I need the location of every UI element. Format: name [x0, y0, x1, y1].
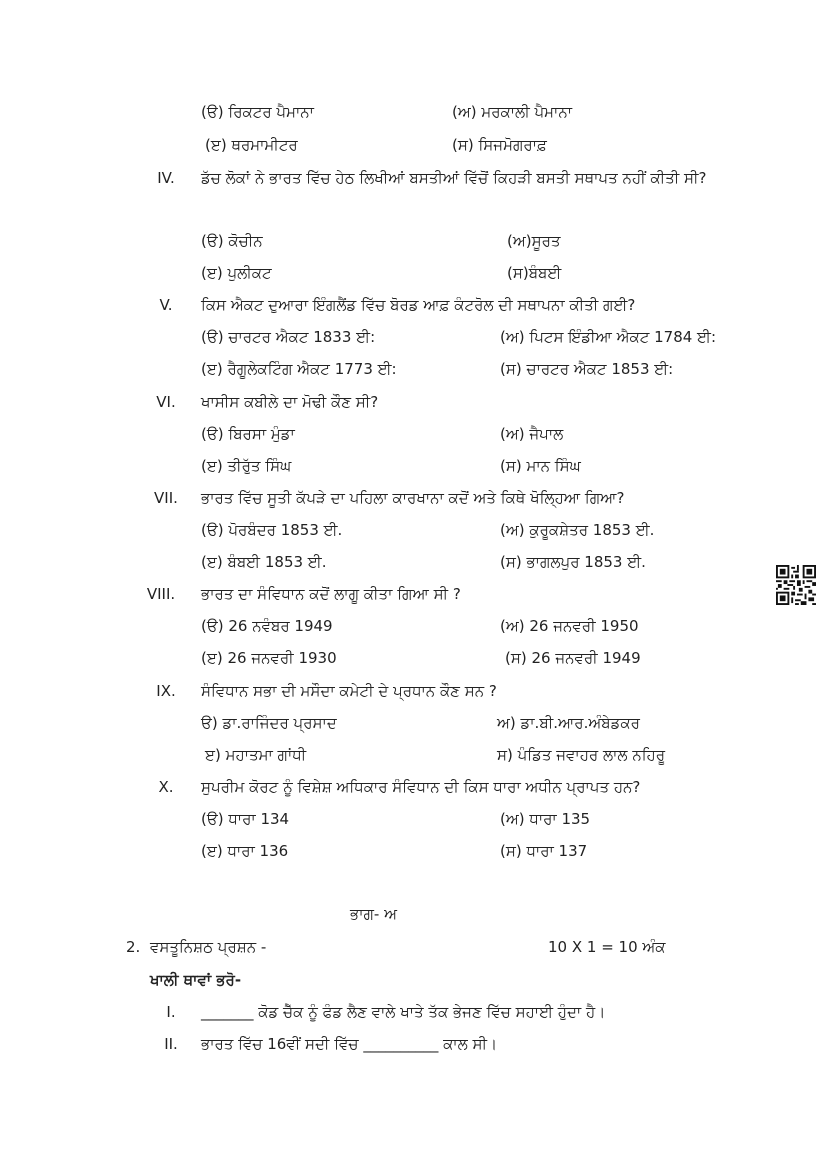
q6-text: ਖਾਸੀਸ ਕਬੀਲੇ ਦਾ ਮੋਢੀ ਕੌਣ ਸੀ? — [201, 393, 379, 411]
qr-code-icon — [776, 565, 816, 605]
q8-text: ਭਾਰਤ ਦਾ ਸੰਵਿਧਾਨ ਕਦੋਂ ਲਾਗੂ ਕੀਤਾ ਗਿਆ ਸੀ ? — [201, 585, 461, 603]
q4-text: ਡੱਚ ਲੋਕਾਂ ਨੇ ਭਾਰਤ ਵਿੱਚ ਹੇਠ ਲਿਖੀਆਂ ਬਸਤੀਆਂ ਵਿੱਚੋਂ ਕਿਹੜੀ ਬਸਤੀ ਸਥਾਪਤ ਨਹੀਂ ਕੀਤੀ ਸੀ? — [201, 169, 707, 187]
q6-option-c: (ੲ) ਤੀਰੁੱਤ ਸਿੰਘ — [201, 457, 292, 475]
q3-option-c: (ੲ) ਥਰਮਾਮੀਟਰ — [205, 136, 298, 154]
q10-option-d: (ਸ) ਧਾਰਾ 137 — [500, 842, 588, 860]
q5-number: V. — [159, 296, 173, 314]
q8-option-a: (ੳ) 26 ਨਵੰਬਰ 1949 — [201, 617, 333, 635]
q8-option-b: (ਅ) 26 ਜਨਵਰੀ 1950 — [500, 617, 639, 635]
q2-number: 2. — [126, 938, 141, 956]
q5-option-a: (ੳ) ਚਾਰਟਰ ਐਕਟ 1833 ਈ: — [201, 328, 376, 346]
q7-option-a: (ੳ) ਪੋਰਬੰਦਰ 1853 ਈ. — [201, 521, 343, 539]
q7-option-c: (ੲ) ਬੰਬਈ 1853 ਈ. — [201, 553, 327, 571]
q3-option-a: (ੳ) ਰਿਕਟਰ ਪੈਮਾਨਾ — [201, 103, 314, 121]
q8-option-c: (ੲ) 26 ਜਨਵਰੀ 1930 — [201, 649, 337, 667]
q9-option-d: ਸ) ਪੰਡਿਤ ਜਵਾਹਰ ਲਾਲ ਨਹਿਰੂ — [497, 746, 666, 764]
q4-option-c: (ੲ) ਪੁਲੀਕਟ — [201, 264, 272, 282]
q7-option-d: (ਸ) ਭਾਗਲਪੁਰ 1853 ਈ. — [500, 553, 646, 571]
q10-number: X. — [158, 778, 174, 796]
q3-option-d: (ਸ) ਸਿਜਮੋਗਰਾਫ਼ — [452, 136, 547, 154]
q9-option-c: ੲ) ਮਹਾਤਮਾ ਗਾਂਧੀ — [205, 746, 307, 764]
q7-option-b: (ਅ) ਕੁਰੂਕਸ਼ੇਤਰ 1853 ਈ. — [500, 521, 655, 539]
q9-text: ਸੰਵਿਧਾਨ ਸਭਾ ਦੀ ਮਸੌਦਾ ਕਮੇਟੀ ਦੇ ਪ੍ਰਧਾਨ ਕੌਣ ਸਨ ? — [201, 682, 497, 700]
q6-number: VI. — [156, 393, 176, 411]
q5-option-d: (ਸ) ਚਾਰਟਰ ਐਕਟ 1853 ਈ: — [500, 360, 674, 378]
q4-option-a: (ੳ) ਕੋਚੀਨ — [201, 232, 263, 250]
q6-option-d: (ਸ) ਮਾਨ ਸਿੰਘ — [500, 457, 581, 475]
fill-item-1-number: I. — [166, 1003, 176, 1021]
q2-marks: 10 X 1 = 10 ਅੰਕ — [548, 938, 666, 956]
q2-label: ਵਸਤੂਨਿਸ਼ਠ ਪ੍ਰਸ਼ਨ - — [150, 938, 267, 956]
q6-option-a: (ੳ) ਬਿਰਸਾ ਮੁੰਡਾ — [201, 425, 295, 443]
q9-number: IX. — [156, 682, 176, 700]
q8-option-d: (ਸ) 26 ਜਨਵਰੀ 1949 — [505, 649, 641, 667]
q4-number: IV. — [157, 169, 175, 187]
q8-number: VIII. — [146, 585, 176, 603]
q7-number: VII. — [154, 489, 178, 507]
fill-blanks-heading: ਖਾਲੀ ਥਾਵਾਂ ਭਰੋ- — [150, 971, 242, 989]
fill-item-2-text: ਭਾਰਤ ਵਿੱਚ 16ਵੀਂ ਸਦੀ ਵਿੱਚ __________ ਕਾਲ ਸੀ। — [201, 1035, 498, 1053]
q6-option-b: (ਅ) ਜੈਪਾਲ — [500, 425, 564, 443]
q9-option-a: ੳ) ਡਾ.ਰਾਜਿੰਦਰ ਪ੍ਰਸਾਦ — [201, 714, 337, 732]
q10-option-b: (ਅ) ਧਾਰਾ 135 — [500, 810, 591, 828]
q4-option-d: (ਸ)ਬੰਬਈ — [507, 264, 562, 282]
q10-option-c: (ੲ) ਧਾਰਾ 136 — [201, 842, 289, 860]
q7-text: ਭਾਰਤ ਵਿੱਚ ਸੂਤੀ ਕੱਪੜੇ ਦਾ ਪਹਿਲਾ ਕਾਰਖਾਨਾ ਕਦੋਂ ਅਤੇ ਕਿਥੇ ਖੋਲ੍ਹਿਆ ਗਿਆ? — [201, 489, 625, 507]
q10-option-a: (ੳ) ਧਾਰਾ 134 — [201, 810, 290, 828]
q10-text: ਸੁਪਰੀਮ ਕੋਰਟ ਨੂੰ ਵਿਸ਼ੇਸ਼ ਅਧਿਕਾਰ ਸੰਵਿਧਾਨ ਦੀ ਕਿਸ ਧਾਰਾ ਅਧੀਨ ਪ੍ਰਾਪਤ ਹਨ? — [201, 778, 641, 796]
section-title: ਭਾਗ- ਅ — [350, 905, 398, 923]
q5-option-c: (ੲ) ਰੈਗੂਲੇਕਟਿੰਗ ਐਕਟ 1773 ਈ: — [201, 360, 397, 378]
fill-item-2-number: II. — [164, 1035, 178, 1053]
q9-option-b: ਅ) ਡਾ.ਬੀ.ਆਰ.ਅੰਬੇਡਕਰ — [497, 714, 640, 732]
q5-text: ਕਿਸ ਐਕਟ ਦੁਆਰਾ ਇੰਗਲੈਂਡ ਵਿੱਚ ਬੋਰਡ ਆਫ਼ ਕੰਟਰੋਲ ਦੀ ਸਥਾਪਨਾ ਕੀਤੀ ਗਈ? — [201, 296, 636, 314]
fill-item-1-text: _______ ਕੋਡ ਚੈੱਕ ਨੂੰ ਫੰਡ ਲੈਣ ਵਾਲੇ ਖਾਤੇ ਤੱਕ ਭੇਜਣ ਵਿੱਚ ਸਹਾਈ ਹੁੰਦਾ ਹੈ। — [201, 1003, 606, 1021]
q5-option-b: (ਅ) ਪਿਟਸ ਇੰਡੀਆ ਐਕਟ 1784 ਈ: — [500, 328, 717, 346]
q3-option-b: (ਅ) ਮਰਕਾਲੀ ਪੈਮਾਨਾ — [452, 103, 572, 121]
q4-option-b: (ਅ)ਸੂਰਤ — [507, 232, 561, 250]
